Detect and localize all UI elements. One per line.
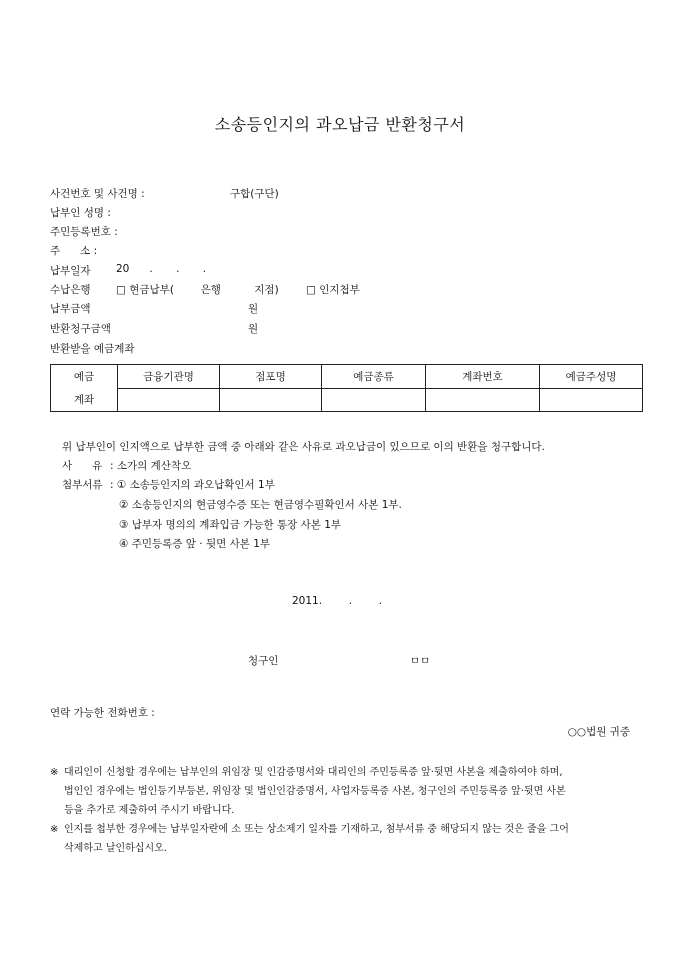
- attachments-label: 첨부서류: [62, 479, 103, 491]
- account-row-header-bottom: 계좌: [51, 388, 118, 412]
- payment-date-value: 20 . . .: [116, 263, 207, 275]
- branch-name-cell[interactable]: [220, 388, 322, 412]
- address-label: 주 소 :: [50, 245, 98, 257]
- note-stamp: [50, 820, 650, 858]
- attachment-item: ② 소송등인지의 현금영수증 또는 현금영수필확인서 사본 1부.: [119, 499, 402, 511]
- attachment-item: ④ 주민등록증 앞 · 뒷면 사본 1부: [119, 538, 271, 550]
- attachment-item: ③ 납부자 명의의 계좌입금 가능한 통장 사본 1부: [119, 519, 342, 531]
- court-addressee: ○○법원 귀중: [567, 726, 630, 738]
- refund-account-label: 반환받을 예금계좌: [50, 343, 135, 355]
- case-number-label: 사건번호 및 사건명 :: [50, 188, 145, 200]
- payment-amount-label: 납부금액: [50, 303, 91, 315]
- refund-amount-label: 반환청구금액: [50, 323, 111, 335]
- note-line: 삭제하고 날인하십시오.: [64, 843, 167, 854]
- stamp-attach-option: □ 인지첩부: [306, 284, 360, 296]
- payment-amount-unit: 원: [248, 303, 259, 315]
- claimant-seal: ㅁㅁ: [410, 655, 431, 667]
- refund-statement: 위 납부인이 인지액으로 납부한 금액 중 아래와 같은 사유로 과오납금이 있으므로 이의 반환을 청구합니다.: [62, 441, 545, 453]
- claimant-label: 청구인: [248, 655, 279, 667]
- account-number-cell[interactable]: [426, 388, 540, 412]
- column-header-branch: 점포명: [220, 365, 322, 389]
- account-row-header-top: 예금: [51, 365, 118, 389]
- note-proxy: [50, 763, 650, 820]
- account-table: [50, 364, 643, 412]
- column-header-deposit-type: 예금종류: [322, 365, 426, 389]
- date-line: 2011. . .: [292, 595, 383, 607]
- note-line: 법인인 경우에는 법인등기부등본, 위임장 및 법인인감증명서, 사업자등록증 사본, 청구인의 주민등록증 앞·뒷면 사본: [64, 786, 566, 797]
- reason-value: : 소가의 계산착오: [110, 460, 192, 472]
- reason-label: 사 유: [62, 460, 103, 472]
- column-header-account-number: 계좌번호: [426, 365, 540, 389]
- bank-name-cell[interactable]: [118, 388, 220, 412]
- resident-number-label: 주민등록번호 :: [50, 226, 118, 238]
- document-title: 소송등인지의 과오납금 반환청구서: [214, 115, 466, 134]
- deposit-type-cell[interactable]: [322, 388, 426, 412]
- case-type-value: 구합(구단): [230, 188, 279, 200]
- cash-payment-option: □ 현금납부( 은행 지점): [116, 284, 279, 296]
- refund-amount-unit: 원: [248, 323, 259, 335]
- payment-date-label: 납부일자: [50, 265, 91, 277]
- holder-name-cell[interactable]: [540, 388, 643, 412]
- column-header-holder-name: 예금주성명: [540, 365, 643, 389]
- receiving-bank-label: 수납은행: [50, 284, 91, 296]
- note-mark: ※: [50, 824, 59, 835]
- payer-name-label: 납부인 성명 :: [50, 207, 111, 219]
- contact-phone-label: 연락 가능한 전화번호 :: [50, 707, 155, 719]
- note-mark: ※: [50, 767, 59, 778]
- attachment-item: : ① 소송등인지의 과오납확인서 1부: [110, 479, 275, 491]
- column-header-bank: 금융기관명: [118, 365, 220, 389]
- note-line: 대리인이 신청할 경우에는 납부인의 위임장 및 인감증명서와 대리인의 주민등록증 앞·뒷면 사본을 제출하여야 하며,: [64, 767, 563, 778]
- note-line: 등을 추가로 제출하여 주시기 바랍니다.: [64, 805, 235, 816]
- note-line: 인지를 첩부한 경우에는 납부일자란에 소 또는 상소제기 일자를 기재하고, 첨부서류 중 해당되지 않는 것은 줄을 그어: [64, 824, 569, 835]
